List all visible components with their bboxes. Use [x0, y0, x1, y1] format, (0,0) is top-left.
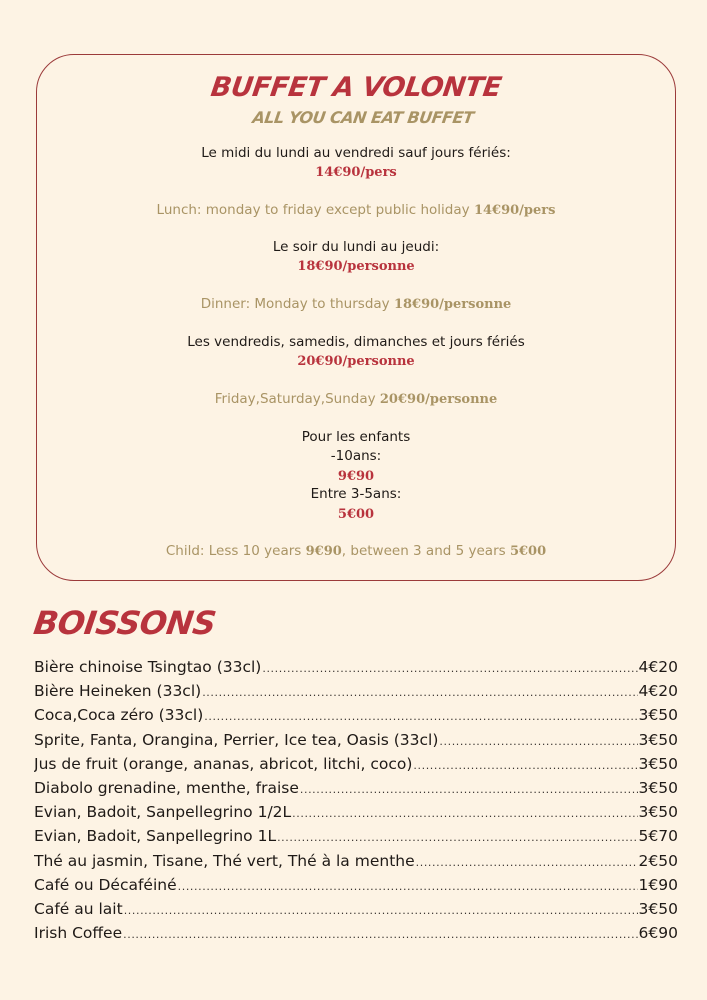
- dot-leader: [300, 778, 638, 800]
- drink-price: 3€50: [638, 706, 678, 725]
- drink-row: [34, 703, 678, 727]
- buffet-title: BUFFET A VOLONTE: [208, 72, 504, 103]
- drink-name: Thé au jasmin, Tisane, Thé vert, Thé à la menthe: [34, 851, 415, 870]
- dot-leader: [178, 875, 638, 897]
- weekend-fr-price: 20€90/personne: [297, 354, 415, 369]
- kids-fr-3to5: Entre 3-5ans:: [310, 486, 402, 502]
- dinner-en-price: 18€90/personne: [393, 297, 512, 312]
- drink-price: 4€20: [638, 658, 678, 676]
- boissons-title: BOISSONS: [31, 604, 219, 642]
- dot-leader: [277, 826, 637, 848]
- drink-row: [34, 776, 678, 800]
- drink-price: 3€50: [638, 754, 678, 773]
- drink-price: 3€50: [638, 730, 678, 749]
- drink-price: 3€50: [638, 899, 678, 918]
- dinner-fr-text: Le soir du lundi au jeudi:: [272, 239, 440, 255]
- dot-leader: [292, 802, 637, 824]
- drink-row: [34, 849, 678, 873]
- drink-row: [34, 655, 678, 679]
- drink-row: [34, 897, 678, 921]
- weekend-en-price: 20€90/personne: [379, 392, 498, 407]
- drink-name: Café au lait: [34, 899, 123, 918]
- drink-price: 6€90: [638, 924, 678, 943]
- drink-price: 1€90: [638, 875, 678, 894]
- kids-en-middle: , between 3 and 5 years: [341, 543, 506, 559]
- weekend-en-line: [37, 390, 675, 409]
- drink-row: [34, 873, 678, 897]
- kids-fr-3to5-price: 5€00: [337, 507, 375, 522]
- kids-fr-under10-price: 9€90: [337, 469, 375, 484]
- kids-fr-heading: Pour les enfants: [301, 429, 411, 445]
- drink-name: Irish Coffee: [34, 924, 123, 943]
- drink-name: Bière Heineken (33cl): [34, 682, 202, 701]
- drink-name: Evian, Badoit, Sanpellegrino 1/2L: [34, 803, 292, 822]
- dot-leader: [416, 851, 638, 873]
- drink-name: Café ou Décaféiné: [34, 875, 177, 894]
- drink-name: Coca,Coca zéro (33cl): [34, 706, 204, 725]
- drink-name: Bière chinoise Tsingtao (33cl): [34, 658, 262, 676]
- kids-en-prefix: Child: Less 10 years: [165, 543, 302, 559]
- kids-en-line: [37, 542, 675, 561]
- lunch-en-text: Lunch: monday to friday except public holiday: [156, 202, 470, 218]
- drinks-list: [34, 655, 678, 945]
- drink-price: 5€70: [638, 827, 678, 846]
- dot-leader: [413, 754, 637, 776]
- dot-leader: [439, 730, 637, 752]
- drink-price: 3€50: [638, 803, 678, 822]
- lunch-en-price: 14€90/pers: [473, 203, 556, 218]
- buffet-subtitle: ALL YOU CAN EAT BUFFET: [251, 108, 475, 127]
- drink-name: Diabolo grenadine, menthe, fraise: [34, 778, 299, 797]
- dot-leader: [202, 681, 637, 703]
- lunch-fr-price: 14€90/pers: [315, 165, 397, 180]
- dinner-fr-price: 18€90/personne: [297, 259, 415, 274]
- dinner-en-text: Dinner: Monday to thursday: [200, 296, 390, 312]
- drink-row: [34, 752, 678, 776]
- drink-row: [34, 679, 678, 703]
- drink-price: 3€50: [638, 778, 678, 797]
- drink-row: [34, 800, 678, 824]
- dot-leader: [124, 899, 638, 921]
- kids-en-3to5-price: 5€00: [509, 544, 547, 559]
- drink-price: 2€50: [638, 851, 678, 870]
- kids-en-under10-price: 9€90: [305, 544, 342, 559]
- buffet-panel: [36, 54, 676, 581]
- kids-fr-under10: -10ans:: [330, 448, 382, 464]
- dot-leader: [204, 705, 637, 727]
- drink-row: [34, 824, 678, 848]
- weekend-fr-text: Les vendredis, samedis, dimanches et jours fériés: [187, 334, 525, 350]
- dot-leader: [262, 657, 637, 679]
- weekend-en-text: Friday,Saturday,Sunday: [214, 391, 376, 407]
- dinner-en-line: [37, 295, 675, 314]
- drink-name: Evian, Badoit, Sanpellegrino 1L: [34, 827, 277, 846]
- lunch-en-line: [37, 201, 675, 220]
- lunch-fr-text: Le midi du lundi au vendredi sauf jours fériés:: [201, 145, 511, 161]
- drink-row: [34, 921, 678, 945]
- drink-name: Jus de fruit (orange, ananas, abricot, litchi, coco): [34, 754, 413, 773]
- drink-price: 4€20: [638, 682, 678, 701]
- drink-row: [34, 728, 678, 752]
- drink-name: Sprite, Fanta, Orangina, Perrier, Ice tea, Oasis (33cl): [34, 730, 439, 749]
- dot-leader: [123, 923, 637, 945]
